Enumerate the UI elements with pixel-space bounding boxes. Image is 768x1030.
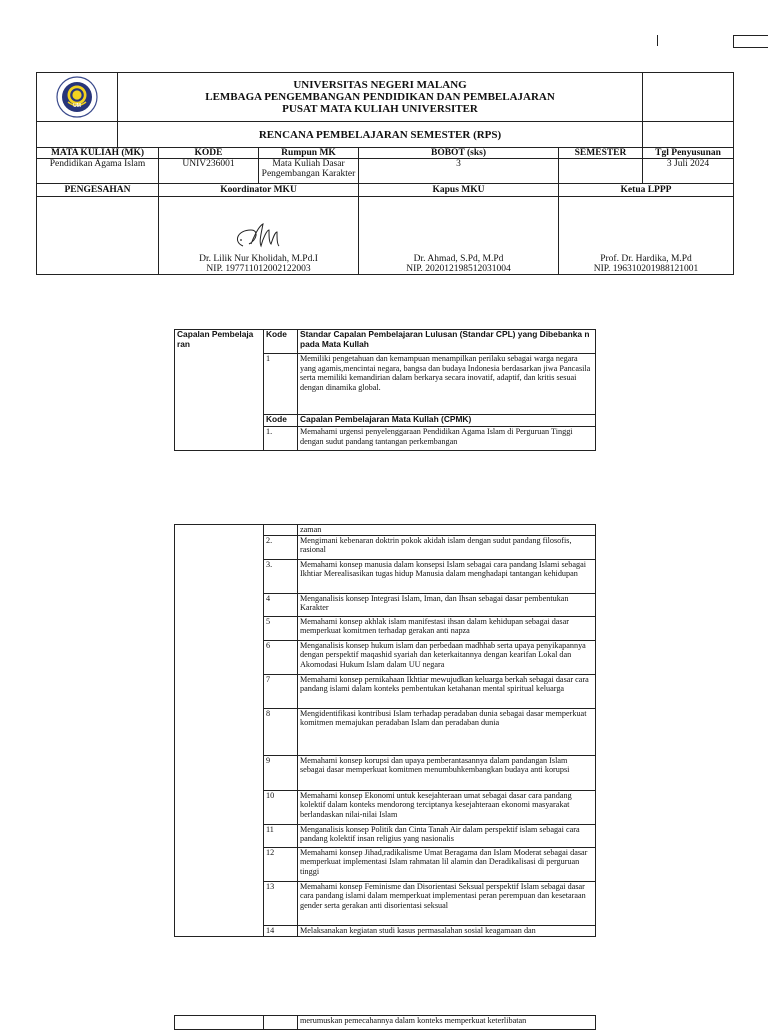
- kode-header: Kode: [264, 330, 298, 354]
- col-kode: KODE: [159, 148, 259, 159]
- cpmk-text: zaman: [298, 525, 596, 536]
- ketua-signature-cell: [559, 197, 734, 275]
- university-logo-icon: [56, 76, 98, 118]
- cpmk-kode: 13: [264, 881, 298, 925]
- course-cluster: Mata Kuliah Dasar Pengembangan Karakter: [259, 159, 359, 184]
- page-corner-box: [733, 35, 768, 48]
- cpl-kode: 1: [264, 354, 298, 415]
- cpmk-kode: 3.: [264, 559, 298, 593]
- cpmk-text: Mengidentifikasi kontribusi Islam terhadap peradaban dunia sebagai dasar memperkuat komitmen memajukan peradaban Islam dan peradaban dunia: [298, 708, 596, 755]
- course-date: 3 Juli 2024: [643, 159, 734, 184]
- blank-cell: [37, 122, 118, 148]
- cpmk-text: Memahami urgensi penyelenggaraan Pendidikan Agama Islam di Perguruan Tinggi dengan sudut pandang tantangan perkembangan: [298, 427, 596, 451]
- signature-icon: [229, 220, 289, 254]
- cpmk-text: Melaksanakan kegiatan studi kasus permasalahan sosial keagamaan dan: [298, 925, 596, 936]
- cpmk-text: Memahami konsep korupsi dan upaya pemberantasannya dalam pandangan Islam sebagai dasar memperkuat komitmen menumbuhkembangkan budaya anti korupsi: [298, 755, 596, 790]
- ketua-label: Ketua LPPP: [559, 184, 734, 197]
- cpl-header: Standar Capalan Pembelajaran Lulusan (Standar CPL) yang Dibebanka n pada Mata Kullah: [298, 330, 596, 354]
- course-credits: 3: [359, 159, 559, 184]
- blank-cell: [37, 197, 159, 275]
- cpmk-kode: 11: [264, 824, 298, 847]
- ketua-name: Prof. Dr. Hardika, M.Pd: [600, 254, 692, 264]
- cpl-text: Memiliki pengetahuan dan kemampuan menampilkan perilaku sebagai warga negara yang agamis,mencintai negara, bangsa dan budaya Indonesia berdasarkan jiwa Pancasila serta memiliki kemandirian dalam berkarya secara inovatif, adaptif, dan kritis sesuai dengan dinamika global.: [298, 354, 596, 415]
- capaian-label: Capalan Pembelaja ran: [175, 330, 264, 451]
- cpmk-kode: 9: [264, 755, 298, 790]
- cpmk-kode: 5: [264, 616, 298, 640]
- cpmk-text: Menganalisis konsep Politik dan Cinta Tanah Air dalam perspektif islam sebagai cara pandang kolektif insan religius yang nasionalis: [298, 824, 596, 847]
- cpmk-text: Memahami konsep manusia dalam konsepsi Islam sebagai cara pandang Islami sebagai Ikhtiar Merealisasikan tugas hidup Manusia dalam menghadapi tantangan kehidupan: [298, 559, 596, 593]
- document-title: RENCANA PEMBELAJARAN SEMESTER (RPS): [118, 122, 643, 148]
- kapus-label: Kapus MKU: [359, 184, 559, 197]
- col-tgl-penyusunan: Tgl Penyusunan: [643, 148, 734, 159]
- center-name: PUSAT MATA KULIAH UNIVERSITER: [282, 103, 478, 115]
- pengesahan-label: PENGESAHAN: [37, 184, 159, 197]
- col-rumpun: Rumpun MK: [259, 148, 359, 159]
- blank-cell: [175, 525, 264, 937]
- cpmk-kode: 4: [264, 593, 298, 616]
- blank-cell: [175, 1016, 264, 1030]
- cpmk-text: Memahami konsep akhlak islam manifestasi ihsan dalam kehidupan sebagai dasar memperkuat komitmen terhadap gerakan anti napza: [298, 616, 596, 640]
- cpmk-kode-header: Kode: [264, 415, 298, 427]
- logo-cell: [37, 73, 118, 122]
- cpmk-kode: 10: [264, 790, 298, 824]
- cpmk-header: Capalan Pembelajaran Mata Kullah (CPMK): [298, 415, 596, 427]
- cpmk-kode: 12: [264, 847, 298, 881]
- course-semester: [559, 159, 643, 184]
- ketua-nip: NIP. 196310201988121001: [593, 264, 699, 274]
- cpmk-kode: 2.: [264, 535, 298, 559]
- university-name: UNIVERSITAS NEGERI MALANG: [293, 79, 467, 91]
- blank-cell: [643, 122, 734, 148]
- cpmk-kode: [264, 1016, 298, 1030]
- cpmk-text: Menganalisis konsep hukum islam dan perbedaan madhhab serta upaya penyikapannya dengan perspektif maqashid syariah dan keterkaitannya dengan kearifan Lokal dan Akomodasi Hukum Islam dalam UU negara: [298, 640, 596, 674]
- koordinator-nip: NIP. 197711012002122003: [206, 264, 311, 274]
- cpmk-text: Menganalisis konsep Integrasi Islam, Iman, dan Ihsan sebagai dasar pembentukan Karakter: [298, 593, 596, 616]
- cpmk-kode: 8: [264, 708, 298, 755]
- continuation-table: [174, 1015, 596, 1030]
- col-mata-kuliah: MATA KULIAH (MK): [37, 148, 159, 159]
- cpmk-kode: 6: [264, 640, 298, 674]
- cpmk-text: merumuskan pemecahannya dalam konteks memperkuat keterlibatan: [298, 1016, 596, 1030]
- col-semester: SEMESTER: [559, 148, 643, 159]
- logo-abbrev: UM: [73, 103, 81, 109]
- cpmk-text: Memahami konsep Jihad,radikalisme Umat Beragama dan Islam Moderat sebagai dasar memperkuat implementasi Islam rahmatan lil alamin dan Deradikalisasi di perguruan tinggi: [298, 847, 596, 881]
- cpmk-kode: [264, 525, 298, 536]
- institution-title-cell: [118, 73, 643, 122]
- koordinator-signature-cell: [159, 197, 359, 275]
- cpmk-kode: 1.: [264, 427, 298, 451]
- cpmk-list-table: [174, 524, 596, 937]
- koordinator-label: Koordinator MKU: [159, 184, 359, 197]
- cpl-table: [174, 329, 596, 451]
- institute-name: LEMBAGA PENGEMBANGAN PENDIDIKAN DAN PEMBELAJARAN: [205, 91, 555, 103]
- cpmk-kode: 7: [264, 674, 298, 708]
- kapus-nip: NIP. 202012198512031004: [406, 264, 511, 274]
- rps-header-table: [36, 72, 734, 275]
- cpmk-text: Memahami konsep Ekonomi untuk kesejahteraan umat sebagai dasar cara pandang kolektif dalam konteks mendorong terciptanya kesejahteraan ekonomi masyarakat berlandaskan nilai-nilai Islam: [298, 790, 596, 824]
- cpmk-text: Memahami konsep pernikahaan Ikhtiar mewujudkan keluarga berkah sebagai dasar cara pandang islami dalam konteks pembentukan ketahanan mental spiritual keluarga: [298, 674, 596, 708]
- course-name: Pendidikan Agama Islam: [37, 159, 159, 184]
- cpmk-kode: 14: [264, 925, 298, 936]
- col-bobot: BOBOT (sks): [359, 148, 559, 159]
- kapus-name: Dr. Ahmad, S.Pd, M.Pd: [413, 254, 504, 264]
- blank-cell: [643, 73, 734, 122]
- course-code: UNIV236001: [159, 159, 259, 184]
- cpmk-text: Mengimani kebenaran doktrin pokok akidah islam dengan sudut pandang filosofis, rasional: [298, 535, 596, 559]
- table-row: [175, 525, 596, 536]
- cpmk-text: Memahami konsep Feminisme dan Disorientasi Seksual perspektif Islam sebagai dasar cara pandang islami dalam memperkuat implementasi peran perempuan dan kesetaraan gender serta gerakan anti disorientasi seksual: [298, 881, 596, 925]
- koordinator-name: Dr. Lilik Nur Kholidah, M.Pd.I: [199, 254, 318, 264]
- kapus-signature-cell: [359, 197, 559, 275]
- page-margin-mark: [657, 35, 658, 46]
